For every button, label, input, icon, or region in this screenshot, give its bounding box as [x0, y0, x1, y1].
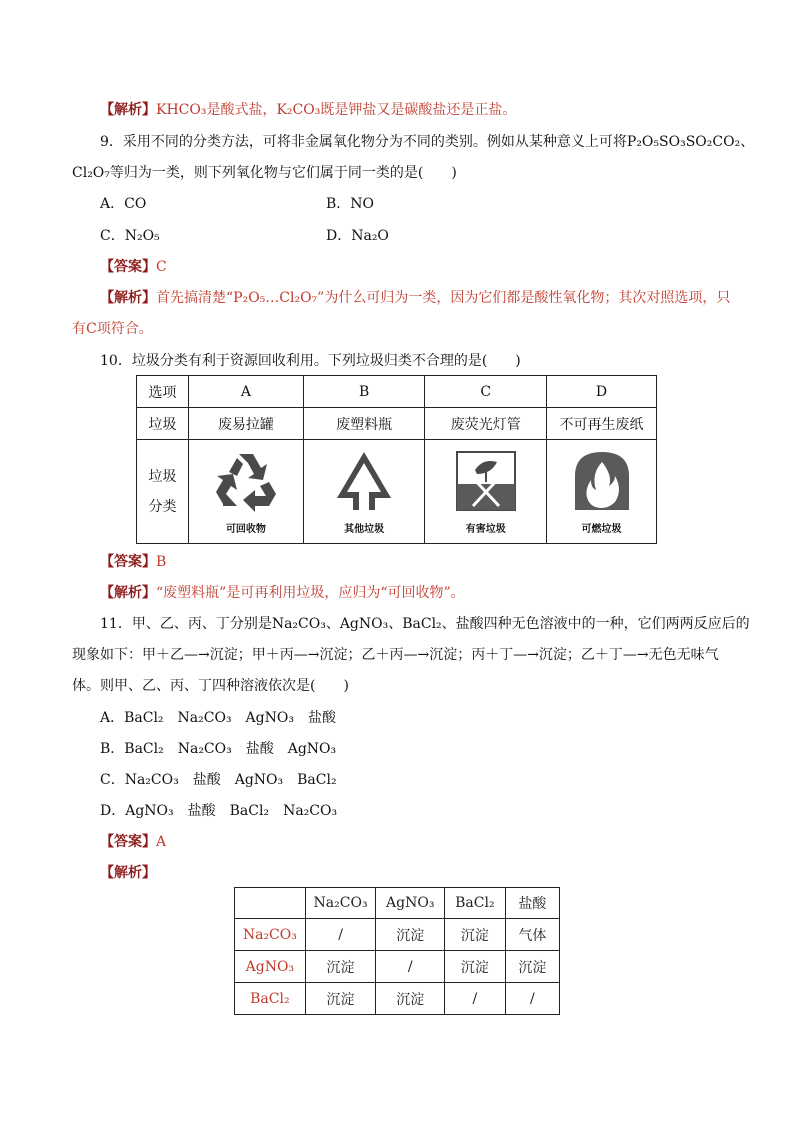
q11-cell: / [376, 951, 445, 983]
q11-header-cell [235, 888, 306, 919]
q10-cell: 垃圾 [137, 408, 189, 440]
q10-analysis-tag: 【解析】 [100, 585, 156, 601]
q10-header-cell: C [425, 376, 547, 408]
q8-analysis-text: KHCO₃是酸式盐，K₂CO₃既是钾盐又是碳酸盐还是正盐。 [156, 102, 517, 118]
q11-cell: 沉淀 [445, 951, 506, 983]
q9-option-b: B．NO [326, 196, 375, 212]
q11-table-row [235, 919, 560, 951]
q11-header-cell: Na₂CO₃ [305, 888, 376, 919]
q10-caption-recyclable: 可回收物 [225, 524, 266, 535]
q10-header-cell: B [303, 376, 425, 408]
q11-table-header-row [235, 888, 560, 919]
q10-analysis [100, 583, 465, 603]
q10-answer-tag: 【答案】 [100, 554, 156, 570]
q10-category-label-2: 分类 [148, 498, 177, 515]
q10-answer-value: B [156, 554, 167, 570]
q9-analysis-line2: 有C项符合。 [72, 321, 153, 337]
q9-analysis-line1 [100, 288, 730, 308]
q10-cell: 不可再生废纸 [547, 408, 657, 440]
q11-answer [100, 832, 166, 852]
q10-answer [100, 552, 166, 572]
q9-analysis-text1: 首先搞清楚“P₂O₅…Cl₂O₇”为什么可归为一类，因为它们都是酸性氧化物；其次对照选项，只 [156, 290, 731, 306]
q10-header-cell: A [189, 376, 304, 408]
q10-cell: 废荧光灯管 [425, 408, 547, 440]
q11-cell: / [505, 983, 559, 1015]
q10-table [136, 375, 657, 544]
q11-header-cell: AgNO₃ [376, 888, 445, 919]
q11-table-row [235, 951, 560, 983]
q11-row-label: Na₂CO₃ [235, 919, 306, 951]
q10-header-cell: 选项 [137, 376, 189, 408]
q11-stem-line1: 11．甲、乙、丙、丁分别是Na₂CO₃、AgNO₃、BaCl₂、盐酸四种无色溶液中的一种，它们两两反应后的 [100, 616, 750, 632]
q11-answer-value: A [156, 834, 167, 850]
q10-category-cell-c [425, 440, 547, 544]
q11-row-label: AgNO₃ [235, 951, 306, 983]
q9-analysis-tag: 【解析】 [100, 290, 156, 306]
q10-caption-combustible: 可燃垃圾 [581, 524, 622, 535]
q11-cell: 气体 [505, 919, 559, 951]
q10-table-row-category [137, 440, 657, 544]
q11-stem-line3: 体。则甲、乙、丙、丁四种溶液依次是( ) [72, 678, 349, 694]
other-garbage-icon [331, 448, 397, 514]
q9-stem-line1: 9．采用不同的分类方法，可将非金属氧化物分为不同的类别。例如从某种意义上可将P₂O₅SO₃SO₂CO₂、 [100, 134, 755, 150]
q11-row-label: BaCl₂ [235, 983, 306, 1015]
q11-reaction-table [234, 887, 560, 1015]
q11-cell: 沉淀 [376, 919, 445, 951]
q9-answer [100, 257, 167, 277]
q10-cell: 废易拉罐 [189, 408, 304, 440]
q11-analysis [100, 863, 156, 883]
q11-cell: 沉淀 [376, 983, 445, 1015]
hazardous-garbage-icon [453, 448, 519, 514]
recycle-icon [213, 448, 279, 514]
q10-caption-other: 其他垃圾 [344, 524, 385, 535]
q8-analysis-tag: 【解析】 [100, 102, 156, 118]
q9-stem-line2: Cl₂O₇等归为一类，则下列氧化物与它们属于同一类的是( ) [72, 165, 457, 181]
q11-header-cell: 盐酸 [505, 888, 559, 919]
q10-cell: 废塑料瓶 [303, 408, 425, 440]
q10-caption-hazardous: 有害垃圾 [465, 524, 506, 535]
q11-header-cell: BaCl₂ [445, 888, 506, 919]
q10-category-label-1: 垃圾 [148, 468, 177, 485]
q8-analysis [100, 100, 516, 120]
q10-table-row-garbage [137, 408, 657, 440]
q9-option-c: C．N₂O₅ [100, 228, 160, 244]
q9-answer-value: C [156, 259, 167, 275]
q10-stem: 10．垃圾分类有利于资源回收利用。下列垃圾归类不合理的是( ) [100, 353, 521, 369]
q11-option-c: C．Na₂CO₃ 盐酸 AgNO₃ BaCl₂ [100, 772, 337, 788]
q11-cell: 沉淀 [305, 951, 376, 983]
q10-table-header-row [137, 376, 657, 408]
q11-option-a: A．BaCl₂ Na₂CO₃ AgNO₃ 盐酸 [100, 710, 336, 726]
q10-category-cell-d [547, 440, 657, 544]
q11-cell: 沉淀 [305, 983, 376, 1015]
q11-stem-line2: 现象如下：甲＋乙—→沉淀；甲＋丙—→沉淀；乙＋丙—→沉淀；丙＋丁—→沉淀；乙＋丁—→无色无味气 [72, 647, 719, 663]
q11-cell: / [305, 919, 376, 951]
q9-answer-tag: 【答案】 [100, 259, 156, 275]
flame-icon [569, 448, 635, 514]
q11-option-b: B．BaCl₂ Na₂CO₃ 盐酸 AgNO₃ [100, 741, 337, 757]
q10-category-cell-b [303, 440, 425, 544]
q11-cell: 沉淀 [505, 951, 559, 983]
q10-analysis-text: “废塑料瓶”是可再利用垃圾，应归为“可回收物”。 [156, 585, 465, 601]
q11-cell: / [445, 983, 506, 1015]
q11-analysis-tag: 【解析】 [100, 865, 156, 881]
q9-option-a: A．CO [100, 196, 147, 212]
q10-category-cell-a [189, 440, 304, 544]
q10-category-label [137, 440, 189, 544]
q10-header-cell: D [547, 376, 657, 408]
q11-table-row [235, 983, 560, 1015]
q11-option-d: D．AgNO₃ 盐酸 BaCl₂ Na₂CO₃ [100, 803, 338, 819]
q11-cell: 沉淀 [445, 919, 506, 951]
q9-option-d: D．Na₂O [326, 228, 389, 244]
q11-answer-tag: 【答案】 [100, 834, 156, 850]
